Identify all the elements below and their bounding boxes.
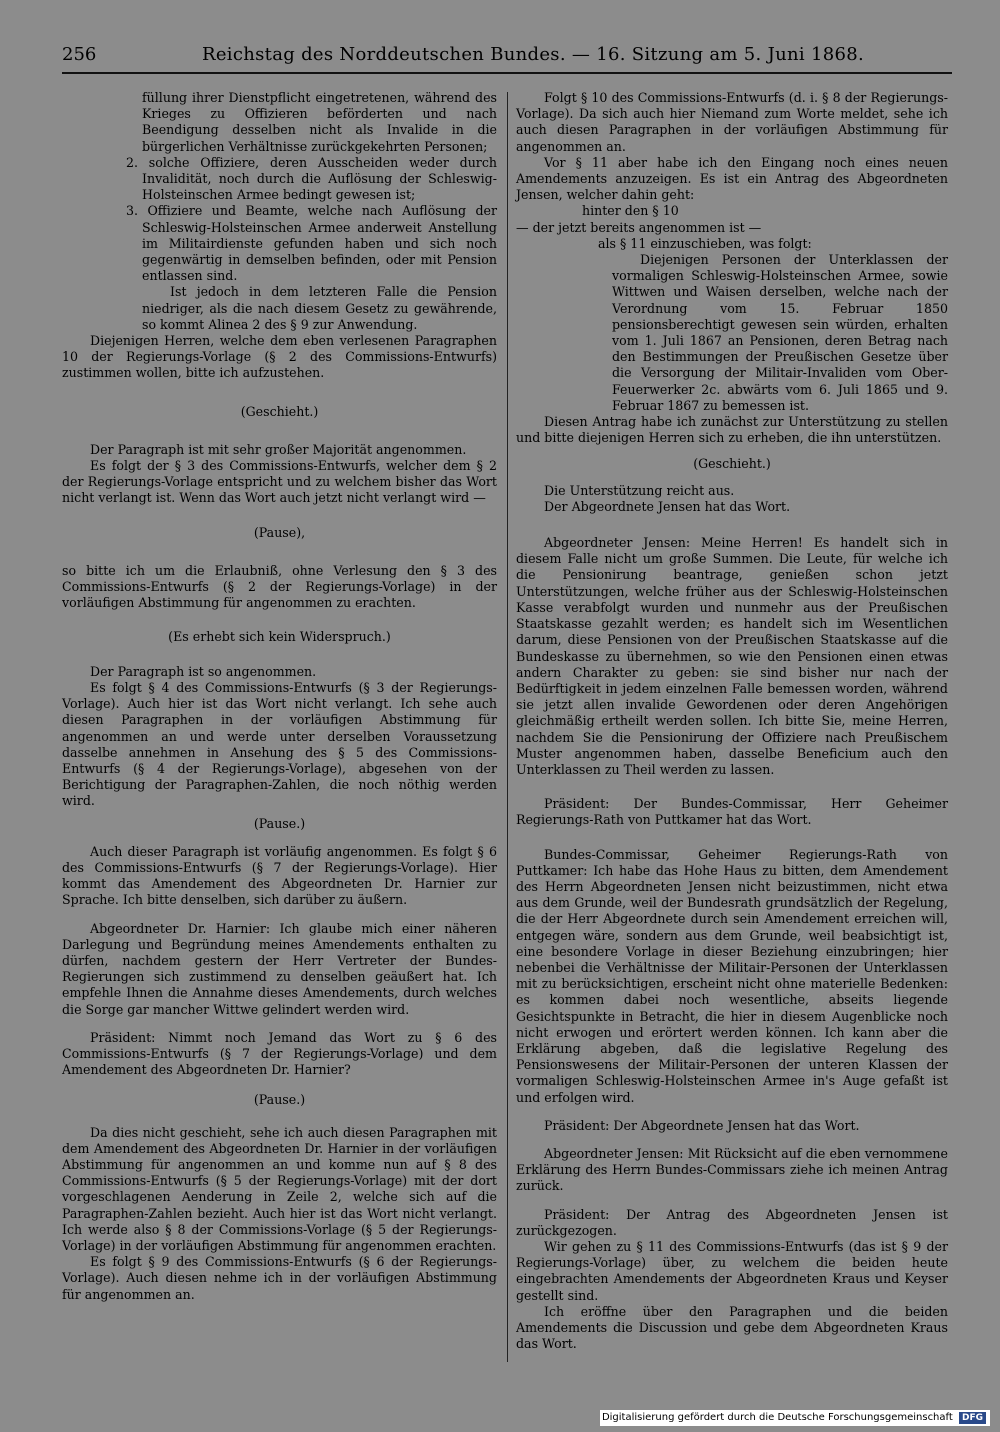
paragraph: Vor § 11 aber habe ich den Eingang noch eines neuen Amendements anzuzeigen. Es ist ein Antrag des Abgeordneten Jensen, welcher dahin geht:: [516, 154, 948, 203]
speaker-paragraph: Abgeordneter Jensen: Meine Herren! Es handelt sich in diesem Falle nicht um große Summen. Die Leute, für welche ich die Pensionirung beantrage, genießen schon jetzt Unterstützungen, welche früher aus der Schleswig-Holsteinschen Kasse verabfolgt wurden und nunmehr aus der Preußischen Staatskasse gezahlt werden; es handelt sich im Wesentlichen darum, diese Pensionen von der Preußischen Staatskasse auf die Bundeskasse zu übernehmen, so wie den Pensionen einen etwas andern Charakter zu geben: sie sind bisher nur nach der Bedürftigkeit in jedem einzelnen Falle bemessen worden, während sie jetzt allen invalide Gewordenen oder deren Angehörigen gleichmäßig ertheilt werden sollen. Ich bitte Sie, meine Herren, nachdem Sie die Pensionirung der Offiziere nach Preußischem Muster angenommen haben, dasselbe Beneficium auch den Unterklassen zu Theil werden zu lassen.: [516, 535, 948, 777]
dfg-logo: DFG: [959, 1412, 986, 1424]
paragraph: Der Paragraph ist so angenommen.: [90, 663, 317, 679]
paragraph: Es folgt § 9 des Commissions-Entwurfs (§ 6 der Regierungs-Vorlage). Auch diesen nehme ich in der vorläufigen Abstimmung für angenommen an.: [62, 1254, 497, 1302]
paragraph: Der Abgeordnete Jensen hat das Wort.: [544, 498, 791, 514]
quoted-amendment: Diejenigen Personen der Unterklassen der vormaligen Schleswig-Holsteinschen Armee, sowie Wittwen und Waisen derselben, welche nach der Verordnung vom 15. Februar 1850 pensionsberechtigt gewesen sein würden, erhalten vom 1. Juli 1867 an Pensionen, deren Betrag nach den Bestimmungen der Preußischen Gesetze über die Versorgung der Militair-Invaliden vom Ober-Feuerwerker 2c. abwärts vom 6. Juli 1865 und 9. Februar 1867 zu bemessen ist.: [612, 252, 948, 413]
stage-direction: (Pause.): [253, 1092, 306, 1108]
left-column: [62, 90, 497, 1303]
digitization-credit: [600, 1410, 990, 1426]
credit-text: Digitalisierung gefördert durch die Deutsche Forschungsgemeinschaft: [601, 1412, 953, 1423]
paragraph: so bitte ich um die Erlaubniß, ohne Verlesung den § 3 des Commissions-Entwurfs (§ 2 der Regierungs-Vorlage) in der vorläufigen Abstimmung für angenommen zu erachten.: [62, 562, 497, 611]
list-item: 3. Offiziere und Beamte, welche nach Auflösung der Schleswig-Holsteinschen Armee anderweit Anstellung im Militairdienste gefunden haben und sich noch gegenwärtig in demselben befinden, oder mit Pension entlassen sind.: [126, 203, 497, 284]
paragraph: Ist jedoch in dem letzteren Falle die Pension niedriger, als die nach diesem Gesetz zu gewährende, so kommt Alinea 2 des § 9 zur Anwendung.: [142, 284, 497, 332]
running-title: Reichstag des Norddeutschen Bundes. — 16. Sitzung am 5. Juni 1868.: [202, 44, 865, 65]
quote-line: — der jetzt bereits angenommen ist —: [516, 219, 762, 235]
paragraph: Ich eröffne über den Paragraphen und die beiden Amendements die Discussion und gebe dem Abgeordneten Kraus das Wort.: [516, 1303, 948, 1352]
list-item: 2. solche Offiziere, deren Ausscheiden weder durch Invalidität, noch durch die Auflösung der Schleswig-Holsteinschen Armee bedingt gewesen ist;: [126, 154, 497, 203]
quote-line: hinter den § 10: [582, 203, 679, 219]
paragraph: Der Paragraph ist mit sehr großer Majorität angenommen.: [90, 441, 467, 457]
stage-direction: (Pause),: [253, 524, 306, 540]
right-column: [516, 90, 948, 1352]
paragraph: Folgt § 10 des Commissions-Entwurfs (d. i. § 8 der Regierungs-Vorlage). Da sich auch hier Niemand zum Worte meldet, sehe ich auch diesen Paragraphen in der vorläufigen Abstimmung für angenommen an.: [516, 90, 948, 154]
paragraph: Es folgt der § 3 des Commissions-Entwurfs, welcher dem § 2 der Regierungs-Vorlage entspricht und zu welchem bisher das Wort nicht verlangt ist. Wenn das Wort auch jetzt nicht verlangt wird —: [62, 458, 497, 506]
paragraph: Es folgt § 4 des Commissions-Entwurfs (§ 3 der Regierungs-Vorlage). Auch hier ist das Wort nicht verlangt. Ich sehe auch diesen Paragraphen in der vorläufigen Abstimmung für angenommen an und werde unter derselben Voraussetzung dasselbe annehmen in Ansehung des § 5 des Commissions-Entwurfs (§ 4 der Regierungs-Vorlage), abgesehen von der Berichtigung der Paragraphen-Zahlen, die noch nöthig werden wird.: [62, 679, 497, 809]
page-header: [62, 44, 962, 70]
stage-direction: (Pause.): [253, 815, 306, 831]
stage-direction: (Geschieht.): [693, 456, 771, 472]
paragraph: Wir gehen zu § 11 des Commissions-Entwurfs (das ist § 9 der Regierungs-Vorlage) über, zu welchem die beiden heute eingebrachten Amendements der Abgeordneten Kraus und Keyser gestellt sind.: [516, 1239, 948, 1303]
speaker-paragraph: Präsident: Der Bundes-Commissar, Herr Geheimer Regierungs-Rath von Puttkamer hat das Wort.: [516, 796, 948, 828]
speaker-paragraph: Abgeordneter Jensen: Mit Rücksicht auf die eben vernommene Erklärung des Herrn Bundes-Commissars ziehe ich meinen Antrag zurück.: [516, 1145, 948, 1194]
paragraph: füllung ihrer Dienstpflicht eingetretenen, während des Krieges zu Offizieren beförderten und nach Beendigung desselben nicht als Invalide in die bürgerlichen Verhältnisse zurückgekehrten Personen;: [142, 90, 497, 154]
stage-direction: (Es erhebt sich kein Widerspruch.): [168, 629, 391, 645]
page-number: 256: [62, 44, 97, 65]
speaker-paragraph: Bundes-Commissar, Geheimer Regierungs-Rath von Puttkamer: Ich habe das Hohe Haus zu bitten, dem Amendement des Herrn Abgeordneten Jensen nicht beizustimmen, nicht etwa aus dem Grunde, weil der Bundesrath grundsätzlich der Regelung, die der Herr Abgeordnete durch sein Amendement erreichen will, entgegen wäre, sondern aus dem Grunde, weil beabsichtigt ist, eine besondere Vorlage in dieser Beziehung einzubringen; hier nebenbei die Verhältnisse der Militair-Personen der Unterklassen mit zu berücksichtigen, erscheint nicht ohne materielle Bedenken: es kommen dabei noch wesentliche, abseits liegende Gesichtspunkte in Betracht, die hier in diesem Augenblicke noch nicht erwogen und erörtert werden können. Ich kann aber die Erklärung abgeben, daß die legislative Regelung des Pensionswesens der Militair-Personen der unteren Klassen der vormaligen Schleswig-Holsteinschen Armee in's Auge gefaßt ist und erfolgen wird.: [516, 846, 948, 1105]
stage-direction: (Geschieht.): [240, 403, 319, 419]
speaker-paragraph: Präsident: Nimmt noch Jemand das Wort zu § 6 des Commissions-Entwurfs (§ 7 der Regierungs-Vorlage) und dem Amendement des Abgeordneten Dr. Harnier?: [62, 1029, 497, 1078]
column-divider: [507, 92, 508, 1362]
paragraph: Auch dieser Paragraph ist vorläufig angenommen. Es folgt § 6 des Commissions-Entwurfs (§ 7 der Regierungs-Vorlage). Hier kommt das Amendement des Abgeordneten Dr. Harnier zur Sprache. Ich bitte denselben, sich darüber zu äußern.: [62, 843, 497, 908]
quote-line: als § 11 einzuschieben, was folgt:: [598, 235, 812, 251]
paragraph: Diejenigen Herren, welche dem eben verlesenen Paragraphen 10 der Regierungs-Vorlage (§ 2 des Commissions-Entwurfs) zustimmen wollen, bitte ich aufzustehen.: [62, 333, 497, 381]
speaker-paragraph: Präsident: Der Abgeordnete Jensen hat das Wort.: [544, 1117, 860, 1133]
speaker-paragraph: Präsident: Der Antrag des Abgeordneten Jensen ist zurückgezogen.: [516, 1206, 948, 1238]
speaker-paragraph: Abgeordneter Dr. Harnier: Ich glaube mich einer näheren Darlegung und Begründung meines Amendements enthalten zu dürfen, nachdem gestern der Herr Vertreter der Bundes-Regierungen sich zustimmend zu denselben geäußert hat. Ich empfehle Ihnen die Annahme dieses Amendements, durch welches die Sorge gar mancher Wittwe gelindert werden wird.: [62, 920, 497, 1017]
paragraph: Die Unterstützung reicht aus.: [544, 482, 735, 498]
paragraph: Da dies nicht geschieht, sehe ich auch diesen Paragraphen mit dem Amendement des Abgeordneten Dr. Harnier in der vorläufigen Abstimmung für angenommen an und komme nun auf § 8 des Commissions-Entwurfs (§ 5 der Regierungs-Vorlage) mit der dort vorgeschlagenen Aenderung in Zeile 2, welche sich auf die Paragraphen-Zahlen bezieht. Auch hier ist das Wort nicht verlangt. Ich werde also § 8 der Commissions-Vorlage (§ 5 der Regierungs-Vorlage) in der vorläufigen Abstimmung für angenommen erachten.: [62, 1124, 497, 1253]
header-rule: [62, 72, 952, 74]
paragraph: Diesen Antrag habe ich zunächst zur Unterstützung zu stellen und bitte diejenigen Herren sich zu erheben, die ihn unterstützen.: [516, 414, 948, 446]
